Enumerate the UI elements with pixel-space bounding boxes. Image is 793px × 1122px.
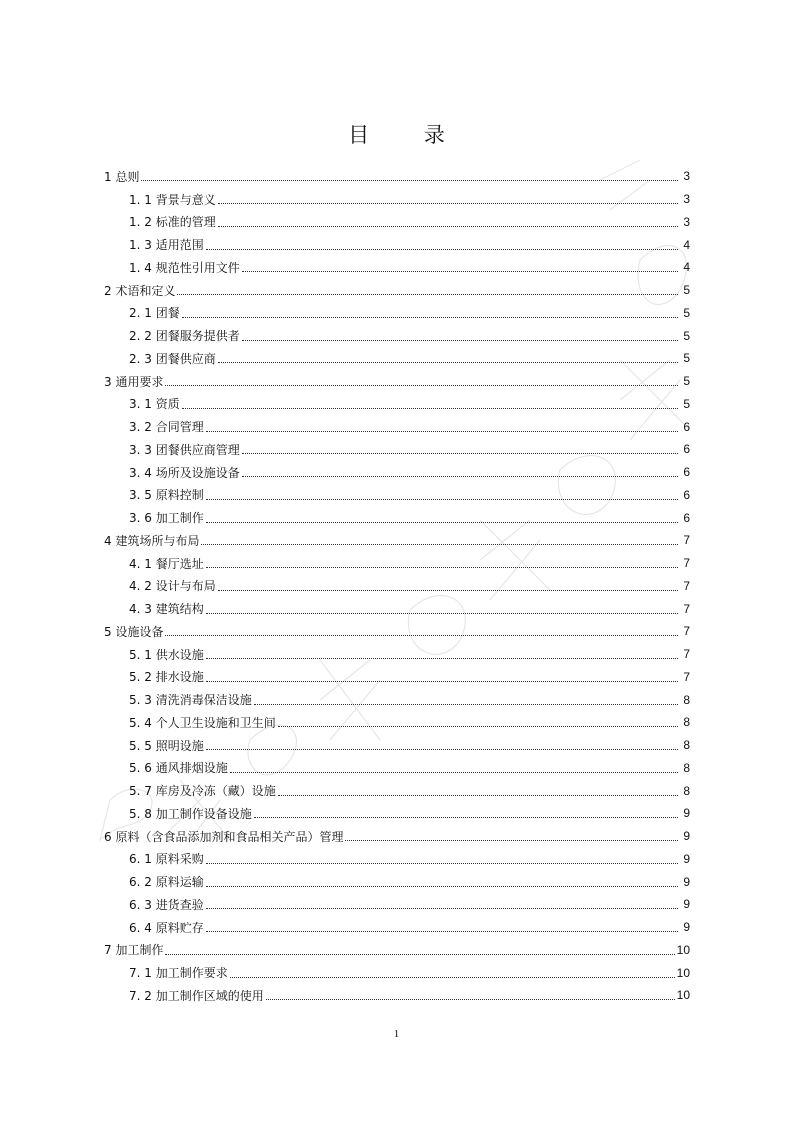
- toc-leader-dots: [182, 316, 678, 318]
- toc-leader-dots: [201, 543, 678, 545]
- toc-entry[interactable]: [104, 757, 690, 780]
- toc-entry[interactable]: [104, 324, 690, 347]
- toc-leader-dots: [218, 225, 678, 227]
- toc-entry-label: 4 建筑场所与布局: [104, 533, 200, 548]
- toc-leader-dots: [345, 839, 678, 841]
- toc-entry-page: 6: [683, 442, 690, 457]
- toc-entry-page: 7: [683, 601, 690, 616]
- toc-leader-dots: [206, 862, 678, 864]
- toc-entry-label: 6. 3 进货查验: [129, 897, 204, 912]
- toc-entry-label: 5. 6 通风排烟设施: [129, 761, 228, 776]
- toc-entry-label: 2. 3 团餐供应商: [129, 351, 216, 366]
- toc-entry[interactable]: [104, 870, 690, 893]
- toc-entry-label: 5. 7 库房及冷冻（藏）设施: [129, 784, 276, 799]
- toc-entry-label: 6. 2 原料运输: [129, 875, 204, 890]
- toc-entry-page: 7: [683, 556, 690, 571]
- toc-entry-page: 7: [683, 533, 690, 548]
- toc-leader-dots: [206, 907, 678, 909]
- toc-leader-dots: [206, 248, 678, 250]
- table-of-contents: [104, 165, 690, 1007]
- toc-entry[interactable]: [104, 256, 690, 279]
- toc-leader-dots: [206, 521, 678, 523]
- toc-entry-page: 5: [683, 305, 690, 320]
- toc-entry-page: 3: [683, 192, 690, 207]
- toc-entry-page: 8: [683, 760, 690, 775]
- toc-entry-label: 3. 1 资质: [129, 397, 180, 412]
- toc-leader-dots: [206, 657, 678, 659]
- toc-entry-label: 2 术语和定义: [104, 283, 176, 298]
- toc-leader-dots: [242, 270, 678, 272]
- toc-entry-label: 1. 3 适用范围: [129, 238, 204, 253]
- toc-entry[interactable]: [104, 711, 690, 734]
- toc-entry-page: 9: [683, 829, 690, 844]
- toc-entry[interactable]: [104, 643, 690, 666]
- toc-entry-label: 4. 2 设计与布局: [129, 579, 216, 594]
- toc-entry-label: 1. 4 规范性引用文件: [129, 260, 240, 275]
- toc-entry-page: 8: [683, 692, 690, 707]
- toc-entry-page: 5: [683, 374, 690, 389]
- toc-entry-page: 6: [683, 510, 690, 525]
- toc-entry-page: 7: [683, 669, 690, 684]
- toc-entry-label: 1. 2 标准的管理: [129, 215, 216, 230]
- toc-entry[interactable]: [104, 302, 690, 325]
- toc-entry-label: 5. 3 清洗消毒保洁设施: [129, 693, 252, 708]
- toc-leader-dots: [206, 566, 678, 568]
- toc-entry-label: 5 设施设备: [104, 624, 164, 639]
- toc-entry-label: 2. 2 团餐服务提供者: [129, 329, 240, 344]
- toc-entry-label: 4. 3 建筑结构: [129, 602, 204, 617]
- toc-leader-dots: [230, 771, 678, 773]
- toc-entry-label: 3 通用要求: [104, 374, 164, 389]
- toc-entry[interactable]: [104, 916, 690, 939]
- toc-entry-page: 7: [683, 578, 690, 593]
- toc-entry[interactable]: [104, 211, 690, 234]
- toc-entry[interactable]: [104, 620, 690, 643]
- toc-entry-page: 5: [683, 328, 690, 343]
- toc-entry-label: 1 总则: [104, 169, 140, 184]
- toc-leader-dots: [218, 361, 678, 363]
- toc-entry-label: 3. 2 合同管理: [129, 420, 204, 435]
- toc-entry-page: 10: [676, 942, 690, 957]
- toc-entry-label: 3. 3 团餐供应商管理: [129, 442, 240, 457]
- toc-entry[interactable]: [104, 370, 690, 393]
- toc-leader-dots: [218, 589, 678, 591]
- toc-entry[interactable]: [104, 779, 690, 802]
- toc-leader-dots: [206, 680, 678, 682]
- toc-leader-dots: [206, 885, 678, 887]
- toc-entry-label: 7 加工制作: [104, 943, 164, 958]
- page-title: 目 录: [348, 123, 469, 147]
- toc-entry-label: 7. 2 加工制作区域的使用: [129, 988, 264, 1003]
- toc-entry-label: 5. 5 照明设施: [129, 738, 204, 753]
- toc-leader-dots: [141, 179, 678, 181]
- toc-entry-page: 10: [676, 988, 690, 1003]
- toc-entry-page: 9: [683, 806, 690, 821]
- toc-leader-dots: [254, 703, 678, 705]
- toc-entry[interactable]: [104, 347, 690, 370]
- toc-entry-label: 6. 4 原料贮存: [129, 920, 204, 935]
- toc-leader-dots: [182, 407, 678, 409]
- toc-leader-dots: [278, 794, 678, 796]
- toc-entry-page: 10: [676, 965, 690, 980]
- toc-leader-dots: [206, 612, 678, 614]
- toc-leader-dots: [254, 816, 678, 818]
- toc-entry-page: 8: [683, 715, 690, 730]
- toc-entry-page: 8: [683, 738, 690, 753]
- toc-entry-page: 3: [683, 169, 690, 184]
- toc-leader-dots: [230, 976, 675, 978]
- toc-leader-dots: [242, 452, 678, 454]
- toc-entry-page: 7: [683, 647, 690, 662]
- toc-entry-page: 5: [683, 283, 690, 298]
- toc-leader-dots: [266, 998, 675, 1000]
- toc-entry-label: 3. 6 加工制作: [129, 511, 204, 526]
- toc-entry-label: 3. 4 场所及设施设备: [129, 465, 240, 480]
- toc-entry-label: 5. 1 供水设施: [129, 647, 204, 662]
- toc-entry[interactable]: [104, 961, 690, 984]
- toc-entry-label: 5. 4 个人卫生设施和卫生间: [129, 715, 276, 730]
- toc-entry[interactable]: [104, 597, 690, 620]
- toc-entry[interactable]: [104, 438, 690, 461]
- toc-leader-dots: [206, 498, 678, 500]
- toc-entry[interactable]: [104, 529, 690, 552]
- toc-entry[interactable]: [104, 666, 690, 689]
- toc-leader-dots: [177, 293, 678, 295]
- toc-entry-label: 1. 1 背景与意义: [129, 192, 216, 207]
- toc-leader-dots: [206, 748, 678, 750]
- toc-leader-dots: [242, 339, 678, 341]
- toc-leader-dots: [165, 384, 678, 386]
- toc-leader-dots: [206, 430, 678, 432]
- toc-entry-page: 6: [683, 487, 690, 502]
- toc-entry[interactable]: [104, 484, 690, 507]
- toc-entry[interactable]: [104, 415, 690, 438]
- toc-entry[interactable]: [104, 165, 690, 188]
- toc-entry-page: 9: [683, 874, 690, 889]
- toc-entry-page: 9: [683, 920, 690, 935]
- toc-entry-label: 5. 8 加工制作设备设施: [129, 806, 252, 821]
- toc-entry[interactable]: [104, 802, 690, 825]
- toc-entry-page: 4: [683, 237, 690, 252]
- toc-entry[interactable]: [104, 233, 690, 256]
- toc-leader-dots: [165, 634, 678, 636]
- toc-entry[interactable]: [104, 984, 690, 1007]
- toc-entry-label: 3. 5 原料控制: [129, 488, 204, 503]
- toc-entry-page: 5: [683, 351, 690, 366]
- toc-entry-page: 5: [683, 396, 690, 411]
- toc-entry[interactable]: [104, 825, 690, 848]
- toc-entry-label: 7. 1 加工制作要求: [129, 966, 228, 981]
- page-number: 1: [393, 1028, 400, 1040]
- toc-entry[interactable]: [104, 461, 690, 484]
- toc-entry[interactable]: [104, 552, 690, 575]
- toc-entry[interactable]: [104, 939, 690, 962]
- toc-entry[interactable]: [104, 734, 690, 757]
- toc-entry[interactable]: [104, 848, 690, 871]
- toc-leader-dots: [242, 475, 678, 477]
- toc-entry[interactable]: [104, 893, 690, 916]
- toc-entry-label: 2. 1 团餐: [129, 306, 180, 321]
- toc-entry[interactable]: [104, 279, 690, 302]
- toc-entry[interactable]: [104, 188, 690, 211]
- toc-entry-label: 6 原料（含食品添加剂和食品相关产品）管理: [104, 829, 344, 844]
- toc-entry-page: 9: [683, 897, 690, 912]
- toc-entry-page: 9: [683, 851, 690, 866]
- toc-entry-page: 3: [683, 214, 690, 229]
- toc-leader-dots: [165, 953, 674, 955]
- toc-entry-label: 4. 1 餐厅选址: [129, 556, 204, 571]
- toc-entry-page: 8: [683, 783, 690, 798]
- toc-entry-label: 5. 2 排水设施: [129, 670, 204, 685]
- toc-entry[interactable]: [104, 575, 690, 598]
- toc-entry-page: 6: [683, 419, 690, 434]
- toc-entry-page: 7: [683, 624, 690, 639]
- toc-leader-dots: [206, 930, 678, 932]
- toc-leader-dots: [218, 202, 678, 204]
- toc-entry[interactable]: [104, 393, 690, 416]
- toc-entry[interactable]: [104, 688, 690, 711]
- toc-entry[interactable]: [104, 506, 690, 529]
- toc-entry-page: 4: [683, 260, 690, 275]
- toc-entry-label: 6. 1 原料采购: [129, 852, 204, 867]
- toc-leader-dots: [278, 725, 678, 727]
- toc-entry-page: 6: [683, 465, 690, 480]
